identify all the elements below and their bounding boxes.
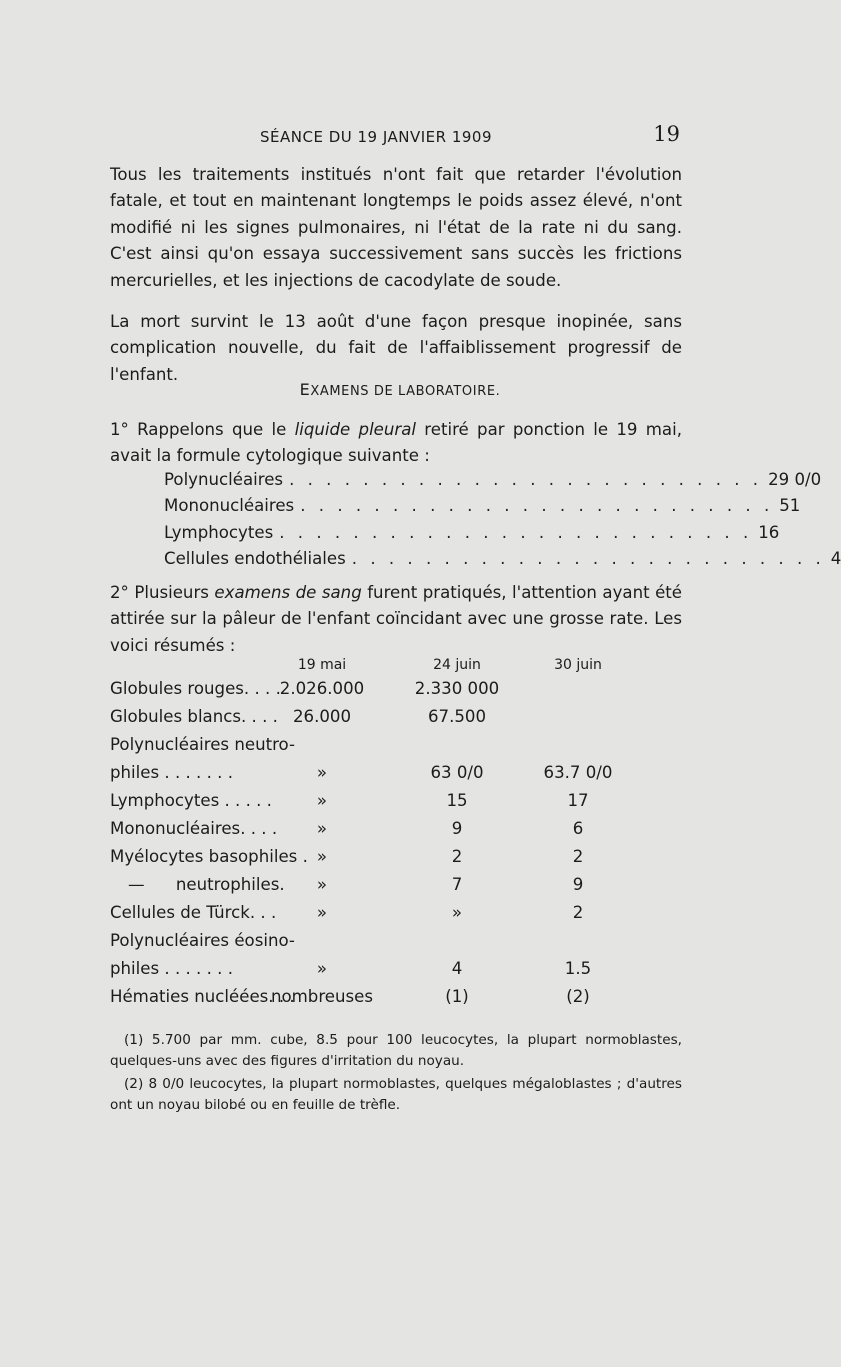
- paragraph-text: La mort survint le 13 août d'une façon presque inopinée, sans complication nouvelle, du fait de l'affaiblissement progressif de l'enfant.: [110, 312, 682, 384]
- cell-19-mai: 2.026.000: [279, 679, 365, 698]
- item1-italic: liquide pleural: [294, 420, 417, 439]
- formula-label: Polynucléaires: [164, 470, 284, 489]
- row-label: Hématies nucléées. . .: [110, 987, 295, 1006]
- cell-24-juin: (1): [445, 987, 469, 1006]
- paragraph-text: Tous les traitements institués n'ont fait que retarder l'évolution fatale, et tout en maintenant longtemps le poids assez élevé, n'ont modifié ni les signes pulmonaires, ni l'état de la rate ni du sang. C'est ainsi qu'on essaya successivement sans succès les frictions mercurielles, et les injections de cacodylate de soude.: [110, 165, 682, 290]
- cell-19-mai: »: [316, 847, 328, 866]
- section-title-initial: E: [299, 380, 311, 399]
- running-title: SÉANCE DU 19 JANVIER 1909: [260, 128, 493, 146]
- row-label: philes . . . . . . .: [110, 763, 233, 782]
- cell-24-juin: 15: [446, 791, 468, 810]
- item2-suffix: furent pratiqués, l'attention ayant été attirée sur la pâleur de l'enfant coïncidant avec une grosse rate. Les voici résumés :: [110, 583, 682, 655]
- footnote: (2) 8 0/0 leucocytes, la plupart normoblastes, quelques mégaloblastes ; d'autres ont un noyau bilobé ou en feuille de trèfle.: [110, 1076, 682, 1113]
- cell-24-juin: 4: [451, 959, 463, 978]
- table-row: [110, 931, 680, 959]
- table-row: [110, 679, 680, 707]
- paragraph-blood-exams: [110, 580, 682, 659]
- table-header-row: [110, 657, 680, 679]
- table-row: [110, 959, 680, 987]
- table-row: [110, 875, 680, 903]
- row-label: Globules blancs. . . .: [110, 707, 278, 726]
- table-row: [110, 903, 680, 931]
- leader-dots: . . . . . . . . . . . . . . . . . . . . . . . . . .: [300, 496, 774, 516]
- page-header: [110, 122, 680, 152]
- table-row: [110, 763, 680, 791]
- cell-19-mai: »: [316, 763, 328, 782]
- table-row: [110, 735, 680, 763]
- cell-24-juin: 7: [451, 875, 463, 894]
- leader-dots: . . . . . . . . . . . . . . . . . . . . . . . . . .: [351, 549, 825, 569]
- blood-exam-table: [110, 657, 680, 1015]
- column-header: 30 juin: [554, 657, 602, 673]
- formula-value: 4: [830, 549, 841, 569]
- table-body: [110, 679, 680, 1015]
- table-row: [110, 819, 680, 847]
- cell-30-juin: 2: [572, 903, 584, 922]
- cell-24-juin: 9: [451, 819, 463, 838]
- formula-row: [164, 522, 780, 549]
- item1-prefix: 1° Rappelons que le: [110, 420, 295, 439]
- formula-row: [164, 470, 822, 496]
- row-label: — neutrophiles.: [128, 875, 285, 894]
- row-label: Myélocytes basophiles .: [110, 847, 308, 866]
- cell-30-juin: 63.7 0/0: [543, 763, 613, 782]
- cell-19-mai: »: [316, 959, 328, 978]
- paragraph-pleural-fluid: [110, 417, 682, 470]
- cell-24-juin: 67.500: [427, 707, 487, 726]
- cell-24-juin: 2.330 000: [414, 679, 500, 698]
- table-row: [110, 987, 680, 1015]
- cell-30-juin: 2: [572, 847, 584, 866]
- row-label: Polynucléaires neutro-: [110, 735, 295, 754]
- footnotes: [110, 1030, 682, 1118]
- formula-label: Lymphocytes: [164, 522, 274, 542]
- cell-30-juin: 6: [572, 819, 584, 838]
- footnote: (1) 5.700 par mm. cube, 8.5 pour 100 leucocytes, la plupart normoblastes, quelques-uns avec des figures d'irritation du noyau.: [110, 1032, 682, 1069]
- table-row: [110, 847, 680, 875]
- formula-row: [164, 496, 801, 522]
- formula-label: Cellules endothéliales: [164, 549, 346, 569]
- item1-suffix: retiré par ponction le 19 mai, avait la formule cytologique suivante :: [110, 420, 682, 466]
- cell-30-juin: (2): [566, 987, 590, 1006]
- section-title: [0, 380, 800, 399]
- column-header: 19 mai: [297, 657, 347, 673]
- formula-value: 29 0/0: [768, 470, 822, 489]
- row-label: philes . . . . . . .: [110, 959, 233, 978]
- cell-30-juin: 17: [567, 791, 589, 810]
- formula-row: [164, 549, 841, 575]
- cell-19-mai: »: [316, 819, 328, 838]
- cytology-formula: [164, 470, 841, 576]
- row-label: Lymphocytes . . . . .: [110, 791, 272, 810]
- formula-value: 16: [758, 522, 780, 542]
- section-title-rest: XAMENS DE LABORATOIRE.: [310, 384, 501, 399]
- item2-prefix: 2° Plusieurs: [110, 583, 215, 602]
- cell-30-juin: 1.5: [564, 959, 592, 978]
- row-label: Globules rouges. . . .: [110, 679, 281, 698]
- cell-24-juin: 2: [451, 847, 463, 866]
- paragraph-death: [110, 309, 682, 388]
- cell-24-juin: »: [451, 903, 463, 922]
- row-label: Polynucléaires éosino-: [110, 931, 295, 950]
- page-number: 19: [653, 122, 680, 146]
- cell-19-mai: »: [316, 903, 328, 922]
- table-row: [110, 791, 680, 819]
- cell-24-juin: 63 0/0: [430, 763, 484, 782]
- paragraph-treatments: [110, 162, 682, 294]
- cell-19-mai: »: [316, 791, 328, 810]
- cell-19-mai: »: [316, 875, 328, 894]
- formula-value: 51: [779, 496, 801, 516]
- column-header: 24 juin: [433, 657, 481, 673]
- leader-dots: . . . . . . . . . . . . . . . . . . . . . . . . . .: [279, 522, 753, 542]
- cell-30-juin: 9: [572, 875, 584, 894]
- row-label: Cellules de Türck. . .: [110, 903, 277, 922]
- formula-label: Mononucléaires: [164, 496, 295, 516]
- cell-19-mai: 26.000: [292, 707, 352, 726]
- table-row: [110, 707, 680, 735]
- item2-italic: examens de sang: [214, 583, 362, 602]
- cell-19-mai: nombreuses: [270, 987, 374, 1006]
- leader-dots: . . . . . . . . . . . . . . . . . . . . . . . . . .: [289, 470, 763, 489]
- row-label: Mononucléaires. . . .: [110, 819, 278, 838]
